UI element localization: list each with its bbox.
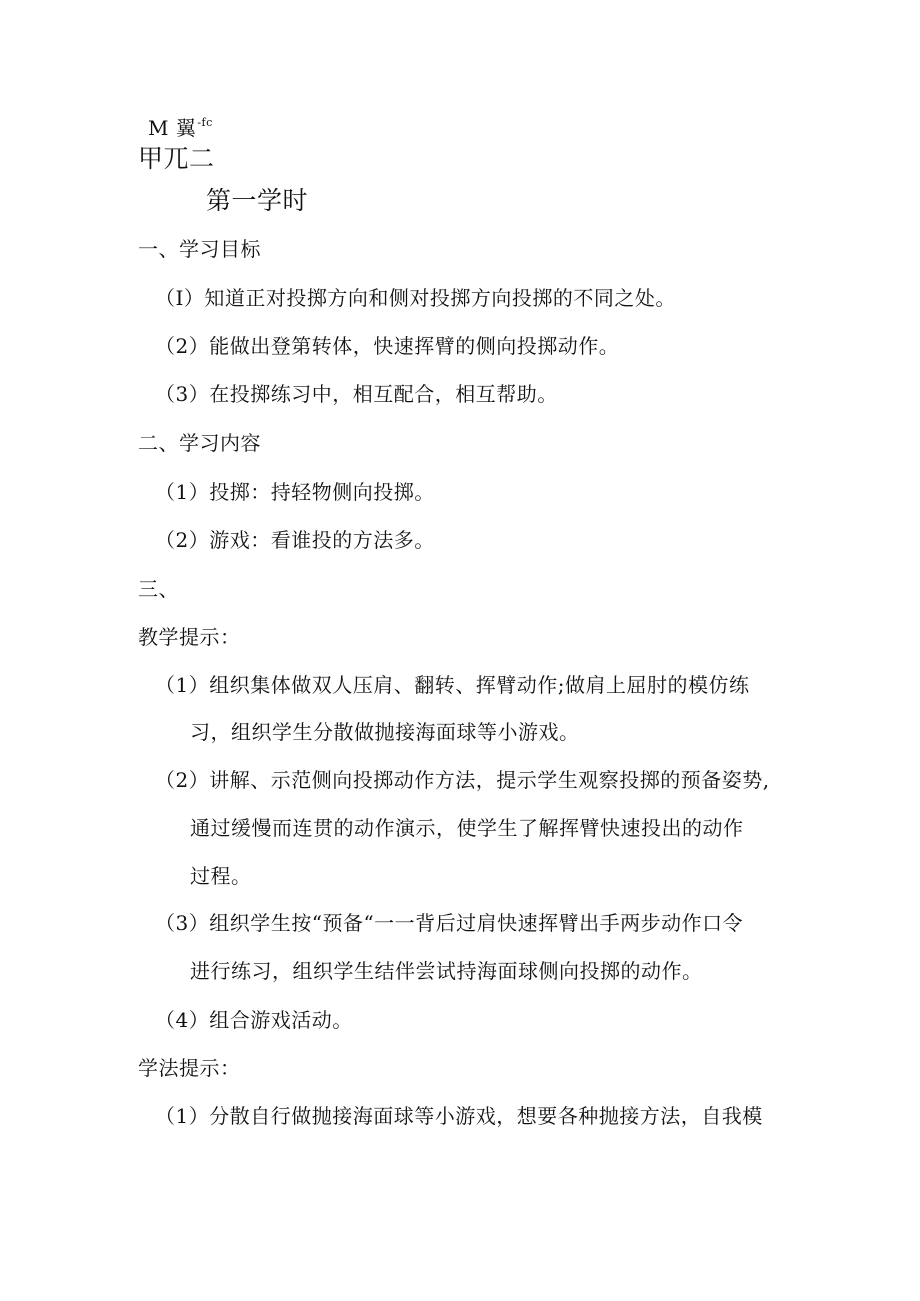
teaching-item-3-line-2: 进行练习，组织学生结伴尝试持海面球侧向投掷的动作。 <box>190 959 703 983</box>
header-mark <box>148 110 213 141</box>
content-item-2: （2）游戏：看谁投的方法多。 <box>155 528 435 552</box>
section-heading-3: 三、 <box>138 577 179 601</box>
goal-item-3: （3）在投掷练习中，相互配合，相互帮助。 <box>155 382 558 406</box>
page-title: 第一学时 <box>206 186 309 215</box>
teaching-tips-heading: 教学提示： <box>138 625 241 649</box>
teaching-item-2-line-2: 通过缓慢而连贯的动作演示，使学生了解挥臂快速投出的动作 <box>190 816 744 840</box>
teaching-item-2-line-1: （2）讲解、示范侧向投掷动作方法，提示学生观察投掷的预备姿势, <box>155 768 770 792</box>
teaching-item-4-line-1: （4）组合游戏活动。 <box>155 1008 353 1032</box>
teaching-item-2-line-3: 过程。 <box>190 864 252 888</box>
learning-tips-heading: 学法提示： <box>138 1056 241 1080</box>
header-mark-sup: -fc <box>197 116 213 129</box>
section-heading-goals: 一、学习目标 <box>138 237 261 261</box>
teaching-item-1-line-2: 习，组织学生分散做抛接海面球等小游戏。 <box>190 720 580 744</box>
content-item-1: （1）投掷：持轻物侧向投掷。 <box>155 480 435 504</box>
header-mark-main: M 翼 <box>148 116 197 140</box>
teaching-item-1-line-1: （1）组织集体做双人压肩、翻转、挥臂动作;做肩上屈肘的模仿练 <box>155 673 750 697</box>
section-heading-content: 二、学习内容 <box>138 431 261 455</box>
goal-item-2: （2）能做出登第转体，快速挥臂的侧向投掷动作。 <box>155 334 620 358</box>
unit-label: 甲兀二 <box>138 144 215 173</box>
teaching-item-3-line-1: （3）组织学生按“预备“一一背后过肩快速挥臂出手两步动作口令 <box>155 911 744 935</box>
goal-item-1: （I）知道正对投掷方向和侧对投掷方向投掷的不同之处。 <box>155 286 676 310</box>
learning-item-1-line-1: （1）分散自行做抛接海面球等小游戏，想要各种抛接方法，自我模 <box>155 1104 763 1128</box>
